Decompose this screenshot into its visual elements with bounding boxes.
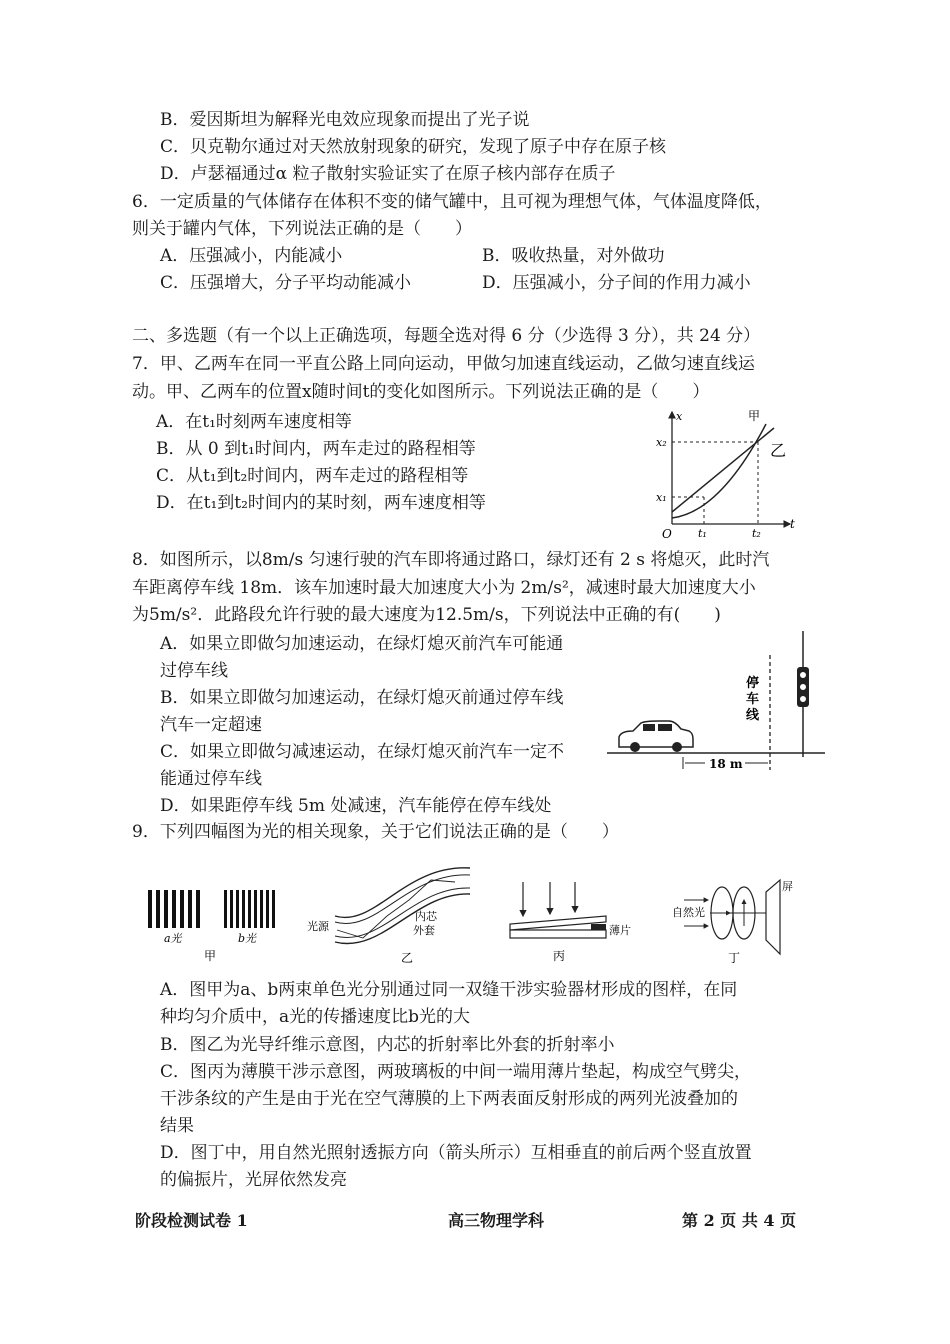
- q9-label-a-light: a光: [164, 932, 182, 945]
- q9-stem: 9．下列四幅图为光的相关现象，关于它们说法正确的是（ ）: [132, 822, 619, 842]
- q8-stop-line-char-2: 车: [746, 692, 760, 707]
- q9-fig-ding-label: 丁: [728, 951, 741, 965]
- q9-option-a-line2: 种均匀介质中，a光的传播速度比b光的大: [160, 1007, 471, 1027]
- q8-stem-line2: 车距离停车线 18m．该车加速时最大加速度大小为 2m/s²，减速时最大加速度大小: [132, 578, 756, 598]
- q9-fiber-core-bottom: [335, 888, 470, 938]
- q6-option-a: A．压强减小，内能减小: [160, 246, 343, 266]
- q7-label-origin: O: [662, 527, 672, 540]
- q9-fig-yi: [305, 858, 480, 968]
- q9-option-b: B．图乙为光导纤维示意图，内芯的折射率比外套的折射率小: [160, 1035, 615, 1055]
- q7-curve-jia: [672, 424, 766, 518]
- q8-stem-line3: 为5m/s²．此路段允许行驶的最大速度为12.5m/s，下列说法中正确的有( ): [132, 605, 721, 625]
- q7-label-t2: t₂: [752, 527, 761, 540]
- q8-option-c-line2: 能通过停车线: [160, 769, 262, 789]
- q8-light-yellow: [800, 684, 806, 690]
- q9-fringes-b: [224, 890, 275, 928]
- q7-stem-line2: 动。甲、乙两车的位置x随时间t的变化如图所示。下列说法正确的是（ ）: [132, 382, 710, 402]
- q9-fiber-light-path: [337, 880, 455, 938]
- q8-option-a-line1: A．如果立即做匀加速运动，在绿灯熄灭前汽车可能通: [160, 634, 564, 654]
- q7-label-t1: t₁: [698, 527, 707, 540]
- footer-exam-name: 阶段检测试卷 1: [135, 1211, 248, 1230]
- q6-option-b: B．吸收热量，对外做功: [482, 246, 665, 266]
- q9-screen: [766, 880, 780, 954]
- q8-stem-line1: 8．如图所示，以8m/s 匀速行驶的汽车即将通过路口，绿灯还有 2 s 将熄灭，此时汽: [132, 550, 770, 570]
- q7-label-x1: x₁: [656, 491, 667, 504]
- q9-label-natural: 自然光: [672, 906, 705, 919]
- q9-label-source: 光源: [307, 920, 329, 933]
- q9-option-a-line1: A．图甲为a、b两束单色光分别通过同一双缝干涉实验器材形成的图样，在同: [160, 980, 738, 1000]
- q8-light-red: [800, 672, 806, 678]
- q7-option-b: B．从 0 到t₁时间内，两车走过的路程相等: [156, 439, 476, 459]
- q8-stop-line-char-3: 线: [746, 708, 760, 723]
- q9-shim: [591, 924, 606, 930]
- q7-line-yi: [672, 428, 774, 512]
- q8-option-a-line2: 过停车线: [160, 661, 228, 681]
- q9-fiber-outer-bottom: [335, 894, 470, 944]
- q9-option-c-line2: 干涉条纹的产生是由于光在空气薄膜的上下两表面反射形成的两列光波叠加的: [160, 1089, 738, 1109]
- q6-option-c: C．压强增大，分子平均动能减小: [160, 273, 412, 293]
- q9-fig-jia: [140, 880, 290, 965]
- q8-distance-label: 18 m: [709, 757, 743, 771]
- q7-option-c: C．从t₁到t₂时间内，两车走过的路程相等: [156, 466, 469, 486]
- q8-option-b-line1: B．如果立即做匀加速运动，在绿灯熄灭前通过停车线: [160, 688, 564, 708]
- q9-fiber-outer-top: [335, 868, 470, 918]
- q7-label-x: x: [676, 410, 683, 423]
- q9-fig-bing-label: 丙: [553, 949, 566, 963]
- q7-stem-line1: 7．甲、乙两车在同一平直公路上同向运动，甲做匀加速直线运动，乙做匀速直线运: [132, 354, 755, 374]
- q8-stop-line-char-1: 停: [746, 676, 760, 691]
- q6-stem-line1: 6．一定质量的气体储存在体积不变的储气罐中，且可视为理想气体，气体温度降低，: [132, 192, 772, 212]
- q9-option-c-line1: C．图丙为薄膜干涉示意图，两玻璃板的中间一端用薄片垫起，构成空气劈尖，: [160, 1062, 752, 1082]
- q9-fig-yi-label: 乙: [401, 951, 414, 965]
- q9-option-d-line2: 的偏振片，光屏依然发亮: [160, 1170, 347, 1190]
- q8-car: [619, 721, 693, 752]
- q8-option-c-line1: C．如果立即做匀减速运动，在绿灯熄灭前汽车一定不: [160, 742, 565, 762]
- q6-option-d: D．压强减小，分子间的作用力减小: [482, 273, 751, 293]
- q9-label-shim: 薄片: [609, 924, 631, 937]
- q9-fig-jia-label: 甲: [204, 949, 217, 963]
- q8-figure: [605, 625, 830, 777]
- q9-option-d-line1: D．图丁中，用自然光照射透振方向（箭头所示）互相垂直的前后两个竖直放置: [160, 1143, 752, 1163]
- q7-label-t: t: [790, 517, 795, 531]
- section2-title: 二、多选题（有一个以上正确选项，每题全选对得 6 分（少选得 3 分），共 24 分）: [132, 326, 761, 346]
- q9-label-core: 内芯: [415, 910, 437, 923]
- q8-option-b-line2: 汽车一定超速: [160, 715, 262, 735]
- q6-stem-line2: 则关于罐内气体，下列说法正确的是（ ）: [132, 219, 472, 239]
- q9-label-screen: 屏: [782, 880, 793, 893]
- q7-label-yi: 乙: [770, 441, 787, 460]
- q7-label-jia: 甲: [748, 409, 761, 423]
- q8-light-green: [800, 696, 806, 702]
- q7-label-x2: x₂: [656, 436, 667, 449]
- q5-option-b: B．爱因斯坦为解释光电效应现象而提出了光子说: [160, 110, 530, 130]
- q7-option-a: A．在t₁时刻两车速度相等: [156, 412, 352, 432]
- q9-label-clad: 外套: [413, 924, 435, 937]
- q8-option-d: D．如果距停车线 5m 处减速，汽车能停在停车线处: [160, 796, 552, 816]
- footer-subject: 高三物理学科: [448, 1211, 545, 1230]
- q5-option-c: C．贝克勒尔通过对天然放射现象的研究，发现了原子中存在原子核: [160, 137, 667, 157]
- footer-page-number: 第 2 页 共 4 页: [682, 1211, 797, 1230]
- q9-fig-ding: [670, 870, 805, 968]
- q9-option-c-line3: 结果: [160, 1116, 194, 1136]
- q9-fringes-a: [148, 890, 200, 928]
- q9-glass-bottom: [510, 930, 606, 938]
- q9-label-b-light: b光: [238, 932, 257, 945]
- q9-fig-bing: [505, 880, 655, 968]
- q7-xt-graph: [640, 402, 805, 540]
- q7-option-d: D．在t₁到t₂时间内的某时刻，两车速度相等: [156, 493, 486, 513]
- q5-option-d: D．卢瑟福通过α 粒子散射实验证实了在原子核内部存在质子: [160, 164, 616, 184]
